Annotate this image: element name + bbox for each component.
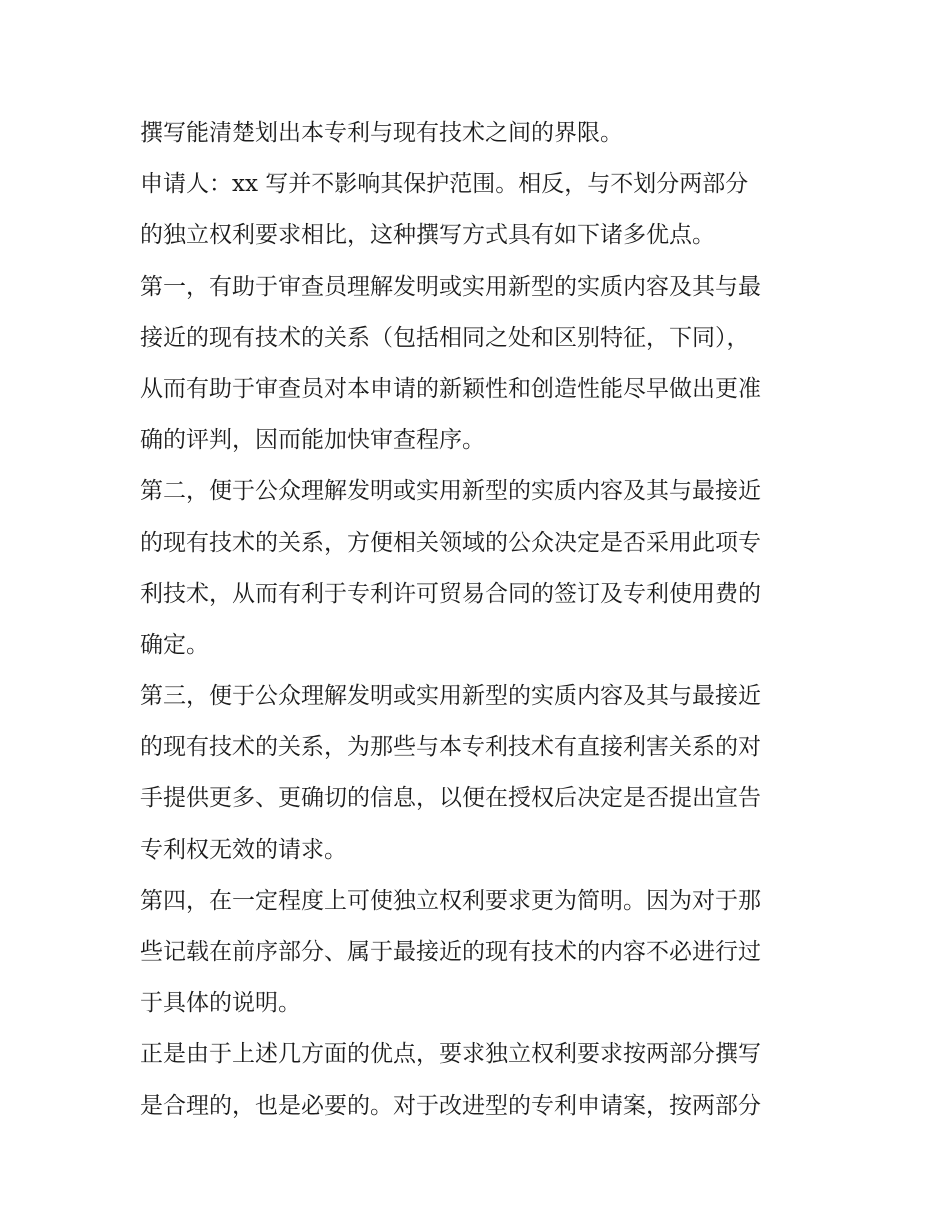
text-line: 接近的现有技术的关系（包括相同之处和区别特征，下同）， — [140, 324, 750, 351]
text-line: 撰写能清楚划出本专利与现有技术之间的界限。 — [140, 120, 623, 146]
text-line: 第一，有助于审查员理解发明或实用新型的实质内容及其与最 — [140, 273, 761, 300]
text-line: 第三，便于公众理解发明或实用新型的实质内容及其与最接近 — [140, 683, 761, 710]
text-line: 申请人：xx 写并不影响其保护范围。相反，与不划分两部分 — [140, 171, 749, 198]
text-line: 的独立权利要求相比，这种撰写方式具有如下诸多优点。 — [140, 222, 715, 249]
text-line: 正是由于上述几方面的优点，要求独立权利要求按两部分撰写 — [140, 1041, 761, 1068]
text-line: 专利权无效的请求。 — [140, 836, 347, 863]
text-line: 第四，在一定程度上可使独立权利要求更为简明。因为对于那 — [140, 887, 761, 914]
text-line: 确定。 — [140, 631, 209, 658]
text-line: 手提供更多、更确切的信息，以便在授权后决定是否提出宣告 — [140, 785, 761, 812]
text-line: 从而有助于审查员对本申请的新颖性和创造性能尽早做出更准 — [140, 375, 761, 402]
text-line: 利技术，从而有利于专利许可贸易合同的签订及专利使用费的 — [140, 580, 761, 607]
text-line: 第二，便于公众理解发明或实用新型的实质内容及其与最接近 — [140, 478, 761, 505]
document-body — [140, 108, 820, 1132]
text-line: 是合理的，也是必要的。对于改进型的专利申请案，按两部分 — [140, 1092, 761, 1119]
text-line: 的现有技术的关系，为那些与本专利技术有直接利害关系的对 — [140, 734, 761, 761]
text-line: 些记载在前序部分、属于最接近的现有技术的内容不必进行过 — [140, 939, 761, 965]
text-line: 于具体的说明。 — [140, 990, 301, 1017]
text-line: 确的评判，因而能加快审查程序。 — [140, 427, 485, 454]
text-line: 的现有技术的关系，方便相关领域的公众决定是否采用此项专 — [140, 529, 761, 556]
